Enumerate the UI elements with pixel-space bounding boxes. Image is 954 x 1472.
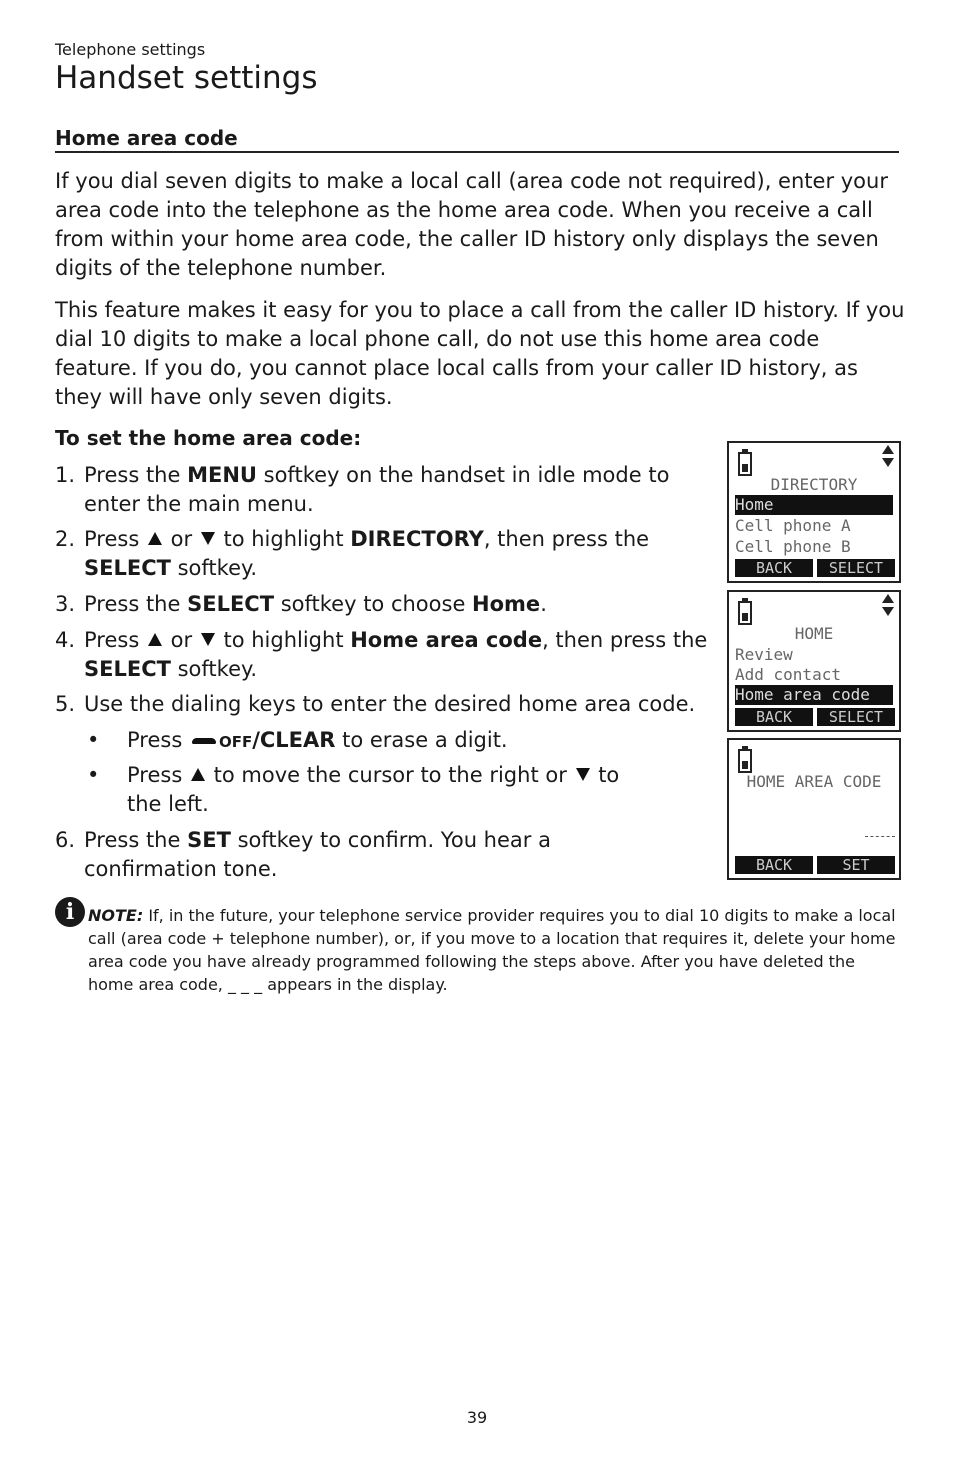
battery-icon <box>738 452 752 476</box>
step-number: 5. <box>55 692 76 716</box>
battery-icon <box>738 749 752 773</box>
lcd-screen-home <box>727 590 901 732</box>
step-6: 6. Press the SET softkey to confirm. You hear a confirmation tone. <box>55 828 551 881</box>
bullet-clear: • Press OFF/CLEAR to erase a digit. <box>87 728 508 752</box>
lcd-screen-directory <box>727 441 901 583</box>
menu-row: Add contact <box>735 665 841 684</box>
note-label: NOTE: <box>88 906 144 925</box>
menu-row: Cell phone A <box>735 516 851 535</box>
up-arrow-icon <box>148 532 162 545</box>
screen-title: HOME <box>794 624 834 643</box>
menu-row-selected: Home <box>735 495 893 515</box>
scroll-arrows-icon <box>881 445 895 469</box>
hang-up-phone-icon <box>189 734 219 748</box>
menu-row: Review <box>735 645 793 664</box>
screen-title: HOME AREA CODE <box>746 772 882 791</box>
note-text: If, in the future, your telephone service provider requires you to dial 10 digits to make a local call (area code + telephone number), or, if you move to a location that requires it, delete your home area code you have already programmed following the steps above. After you have deleted the home area code, _ _ _ appears in the display. <box>88 906 896 994</box>
breadcrumb: Telephone settings <box>55 40 206 59</box>
page-number: 39 <box>466 1408 488 1427</box>
step-number: 1. <box>55 463 76 487</box>
down-arrow-icon <box>201 633 215 646</box>
info-icon: i <box>55 897 85 927</box>
step-number: 2. <box>55 527 76 551</box>
menu-key-label: MENU <box>187 463 257 487</box>
softkey-back: BACK <box>735 559 813 577</box>
steps-title: To set the home area code: <box>55 426 362 450</box>
cursor-placeholder <box>865 836 895 837</box>
battery-icon <box>738 601 752 625</box>
down-arrow-icon <box>201 532 215 545</box>
lcd-screen-home-area-code <box>727 738 901 880</box>
step-1: 1. Press the MENU softkey on the handset in idle mode to enter the main menu. <box>55 463 670 516</box>
softkey-back: BACK <box>735 856 813 874</box>
up-arrow-icon <box>148 633 162 646</box>
menu-row-selected: Home area code <box>735 685 893 705</box>
step-number: 3. <box>55 592 76 616</box>
screen-title: DIRECTORY <box>770 475 858 494</box>
paragraph-feature: This feature makes it easy for you to place a call from the caller ID history. If you dial 10 digits to make a local phone call, do not use this home area code feature. If you do, you cannot place local calls from your caller ID history, as they will have only seven digits. <box>55 298 905 409</box>
step-4: 4. Press or to highlight Home area code, then press the SELECT softkey. <box>55 628 708 681</box>
up-arrow-icon <box>191 768 205 781</box>
bullet-cursor: • Press to move the cursor to the right or to the left. <box>87 763 620 816</box>
section-title: Home area code <box>55 126 899 153</box>
step-number: 6. <box>55 828 76 852</box>
softkey-back: BACK <box>735 708 813 726</box>
step-3: 3. Press the SELECT softkey to choose Home. <box>55 590 720 619</box>
page-title: Handset settings <box>55 60 318 96</box>
softkey-select: SELECT <box>817 559 895 577</box>
step-2: 2. Press or to highlight DIRECTORY, then press the SELECT softkey. <box>55 527 650 580</box>
paragraph-intro: If you dial seven digits to make a local call (area code not required), enter your area code into the telephone as the home area code. When you receive a call from within your home area code, the caller ID history only displays the seven digits of the telephone number. <box>55 169 888 280</box>
menu-row: Cell phone B <box>735 537 851 556</box>
softkey-set: SET <box>817 856 895 874</box>
down-arrow-icon <box>576 768 590 781</box>
scroll-arrows-icon <box>881 594 895 618</box>
softkey-select: SELECT <box>817 708 895 726</box>
step-5: 5. Use the dialing keys to enter the desired home area code. <box>55 690 735 719</box>
step-number: 4. <box>55 628 76 652</box>
note <box>88 904 898 996</box>
